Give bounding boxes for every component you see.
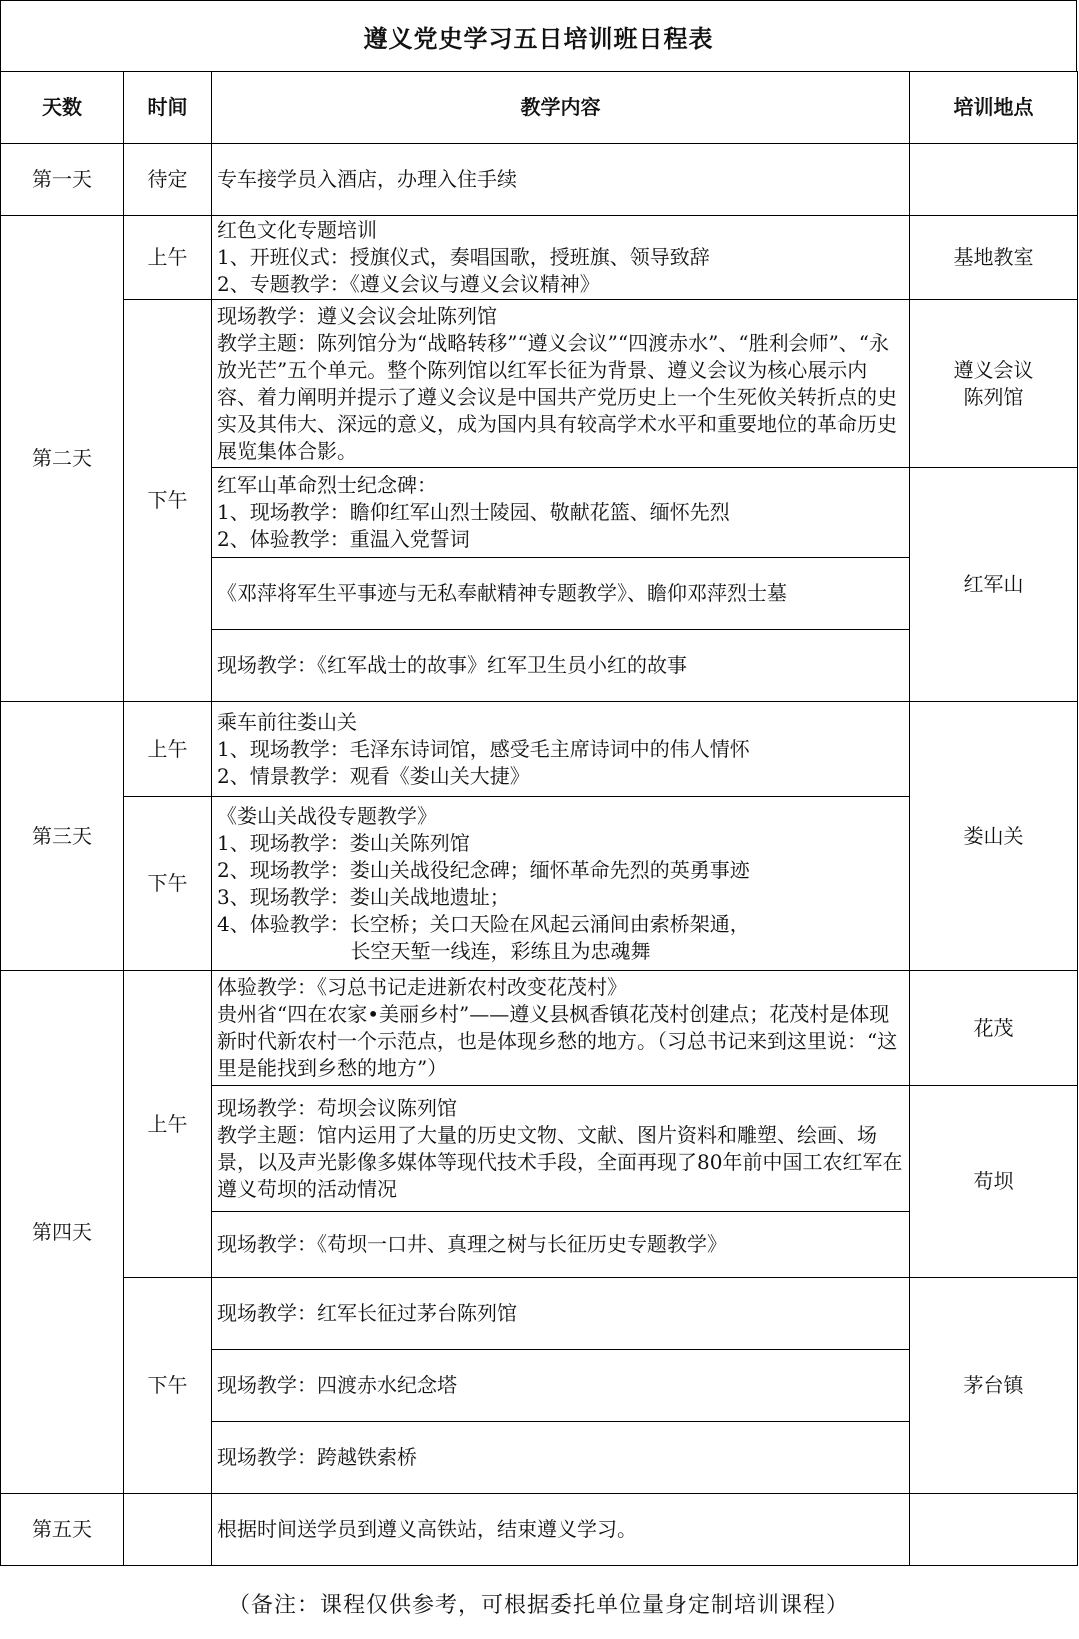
day3-location: 娄山关 <box>910 702 1078 971</box>
day4-pm-time: 下午 <box>124 1278 212 1494</box>
table-row <box>1 1278 1078 1350</box>
table-row <box>1 144 1078 216</box>
day5-label: 第五天 <box>1 1494 124 1566</box>
day4-am-location-2: 苟坝 <box>910 1086 1078 1278</box>
day2-pm-content-1: 现场教学：遵义会议会址陈列馆 教学主题：陈列馆分为“战略转移”“遵义会议”“四渡赤水”、“胜利会师”、“永放光芒”五个单元。整个陈列馆以红军长征为背景、遵义会议为核心展示内容、着力阐明并提示了遵义会议是中国共产党历史上一个生死攸关转折点的史实及其伟大、深远的意义，成为国内具有较高学术水平和重要地位的革命历史展览集体合影。 <box>212 300 910 468</box>
day5-time <box>124 1494 212 1566</box>
header-time: 时间 <box>124 72 212 144</box>
schedule-table <box>0 71 1078 1566</box>
day4-label: 第四天 <box>1 971 124 1494</box>
day4-am-content-1: 体验教学：《习总书记走进新农村改变花茂村》 贵州省“四在农家•美丽乡村”——遵义县枫香镇花茂村创建点；花茂村是体现新时代新农村一个示范点，也是体现乡愁的地方。（习总书记来到这里说：“这里是能找到乡愁的地方”） <box>212 971 910 1086</box>
day2-pm-time: 下午 <box>124 300 212 702</box>
page-title: 遵义党史学习五日培训班日程表 <box>0 0 1077 72</box>
day4-pm-content-2: 现场教学：四渡赤水纪念塔 <box>212 1350 910 1422</box>
day3-am-content: 乘车前往娄山关 1、现场教学：毛泽东诗词馆，感受毛主席诗词中的伟人情怀 2、情景教学：观看《娄山关大捷》 <box>212 702 910 797</box>
day1-label: 第一天 <box>1 144 124 216</box>
day5-content: 根据时间送学员到遵义高铁站，结束遵义学习。 <box>212 1494 910 1566</box>
day2-pm-content-3: 《邓萍将军生平事迹与无私奉献精神专题教学》、瞻仰邓萍烈士墓 <box>212 558 910 630</box>
day2-label: 第二天 <box>1 216 124 702</box>
table-row <box>1 1494 1078 1566</box>
day3-pm-content: 《娄山关战役专题教学》 1、现场教学：娄山关陈列馆 2、现场教学：娄山关战役纪念碑；缅怀革命先烈的英勇事迹 3、现场教学：娄山关战地遗址； 4、体验教学：长空桥；关口天险在风起云涌间由索桥架通， 长空天堑一线连，彩练且为忠魂舞 <box>212 797 910 971</box>
day5-location <box>910 1494 1078 1566</box>
header-content: 教学内容 <box>212 72 910 144</box>
header-row <box>1 72 1078 144</box>
day2-pm-location-1: 遵义会议 陈列馆 <box>910 300 1078 468</box>
table-row <box>1 216 1078 300</box>
table-row <box>1 702 1078 797</box>
day4-pm-content-1: 现场教学：红军长征过茅台陈列馆 <box>212 1278 910 1350</box>
table-row <box>1 971 1078 1086</box>
header-day: 天数 <box>1 72 124 144</box>
day2-am-content: 红色文化专题培训 1、开班仪式：授旗仪式，奏唱国歌，授班旗、领导致辞 2、专题教学：《遵义会议与遵义会议精神》 <box>212 216 910 300</box>
day2-am-location: 基地教室 <box>910 216 1078 300</box>
day3-label: 第三天 <box>1 702 124 971</box>
day2-pm-content-2: 红军山革命烈士纪念碑： 1、现场教学：瞻仰红军山烈士陵园、敬献花篮、缅怀先烈 2、体验教学：重温入党誓词 <box>212 468 910 558</box>
day2-am-time: 上午 <box>124 216 212 300</box>
day4-pm-content-3: 现场教学：跨越铁索桥 <box>212 1422 910 1494</box>
header-location: 培训地点 <box>910 72 1078 144</box>
day1-content: 专车接学员入酒店，办理入住手续 <box>212 144 910 216</box>
table-row <box>1 300 1078 468</box>
day3-am-time: 上午 <box>124 702 212 797</box>
day4-am-content-2: 现场教学：苟坝会议陈列馆 教学主题：馆内运用了大量的历史文物、文献、图片资料和雕塑、绘画、场景，以及声光影像多媒体等现代技术手段，全面再现了80年前中国工农红军在遵义苟坝的活动情况 <box>212 1086 910 1212</box>
day4-am-time: 上午 <box>124 971 212 1278</box>
day4-am-content-3: 现场教学：《苟坝一口井、真理之树与长征历史专题教学》 <box>212 1212 910 1278</box>
day4-pm-location: 茅台镇 <box>910 1278 1078 1494</box>
day3-pm-time: 下午 <box>124 797 212 971</box>
day1-time: 待定 <box>124 144 212 216</box>
day2-pm-content-4: 现场教学：《红军战士的故事》红军卫生员小红的故事 <box>212 630 910 702</box>
day1-location <box>910 144 1078 216</box>
day4-am-location-1: 花茂 <box>910 971 1078 1086</box>
day2-pm-location-2: 红军山 <box>910 468 1078 702</box>
footer-note: （备注：课程仅供参考，可根据委托单位量身定制培训课程） <box>227 1592 849 1618</box>
